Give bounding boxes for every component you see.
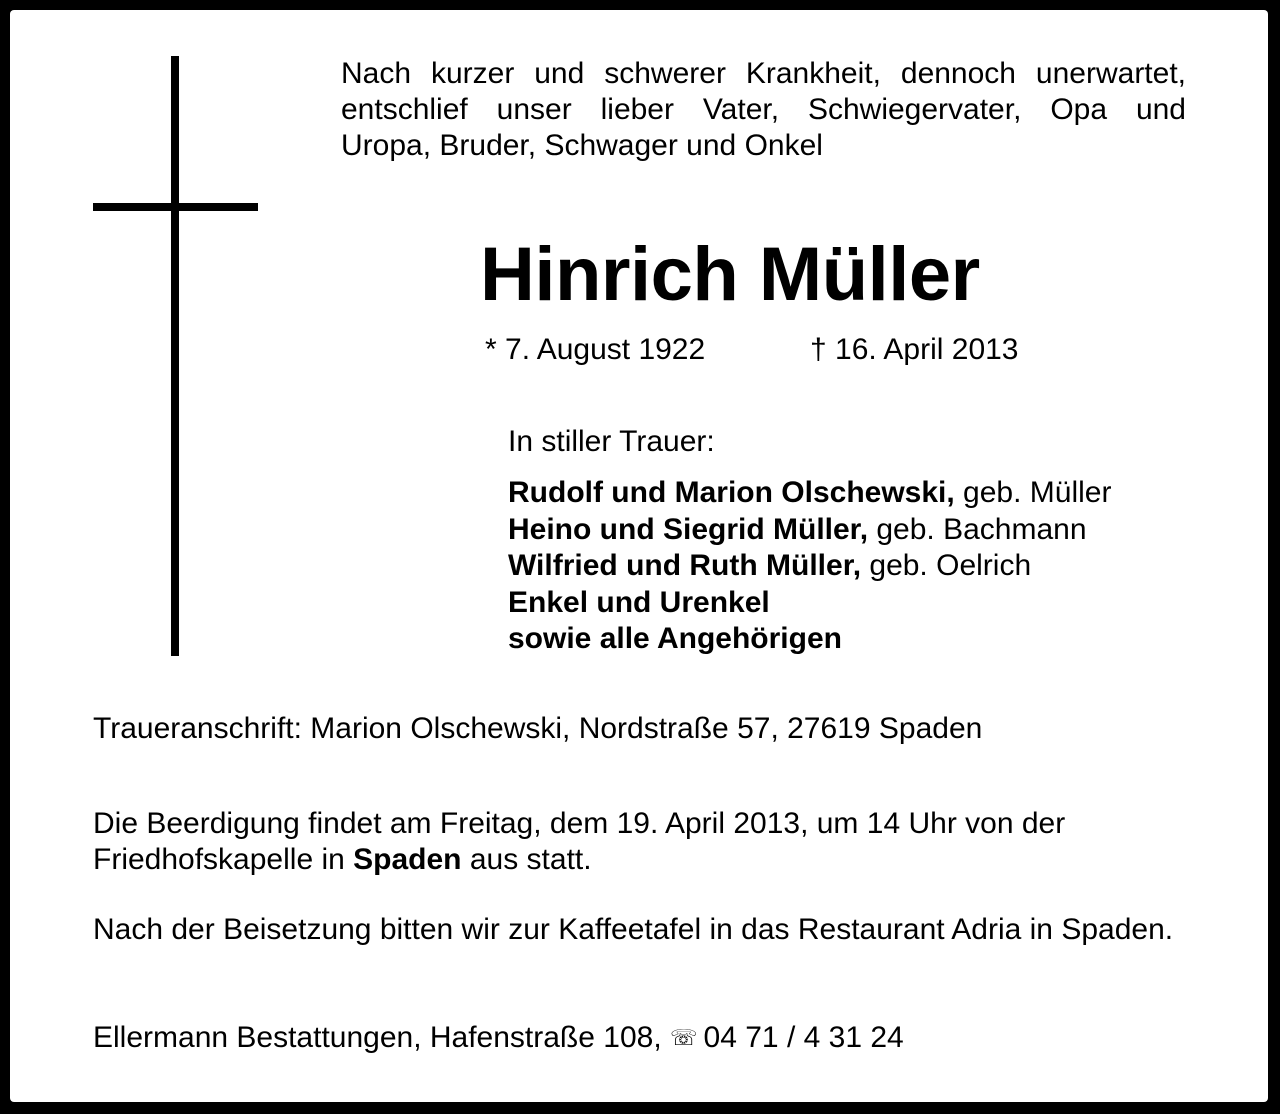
mourner-names: Rudolf und Marion Olschewski, [508, 476, 955, 509]
mourning-address: Traueranschrift: Marion Olschewski, Nordstraße 57, 27619 Spaden [93, 712, 983, 745]
mourner-item [508, 475, 1111, 512]
intro-line-3: Uropa, Bruder, Schwager und Onkel [341, 129, 823, 162]
telephone-icon: ☏ [670, 1025, 698, 1050]
deceased-name: Hinrich Müller [480, 232, 980, 317]
mourner-names: Wilfried und Ruth Müller, [508, 549, 862, 582]
mourning-intro: In stiller Trauer: [508, 425, 715, 458]
mourner-item [508, 548, 1111, 585]
burial-place: Spaden [353, 843, 462, 876]
mourner-item [508, 512, 1111, 549]
birth-date: * 7. August 1922 [485, 333, 706, 366]
mourner-note: geb. Müller [954, 476, 1112, 509]
intro-text [341, 56, 1186, 164]
mourner-names: Enkel und Urenkel [508, 585, 770, 619]
reception-info: Nach der Beisetzung bitten wir zur Kaffeetafel in das Restaurant Adria in Spaden. [93, 913, 1174, 946]
undertaker-text: Ellermann Bestattungen, Hafenstraße 108, [93, 1021, 662, 1054]
mourner-note: geb. Oelrich [861, 549, 1032, 582]
burial-text-after: aus statt. [461, 843, 592, 876]
death-date: † 16. April 2013 [810, 333, 1019, 366]
obituary-notice [10, 10, 1268, 1102]
mourner-item [508, 585, 1111, 622]
mourner-note: geb. Bachmann [868, 512, 1087, 546]
cross-icon-horizontal [93, 203, 258, 211]
mourner-item [508, 621, 1111, 658]
undertaker-info [93, 1020, 1193, 1056]
mourner-names: Heino und Siegrid Müller, [508, 512, 869, 546]
mourner-names: sowie alle Angehörigen [508, 622, 842, 655]
intro-line-2: entschlief unser lieber Vater, Schwiegervater, Opa und [341, 93, 1186, 126]
cross-icon-vertical [171, 56, 179, 656]
burial-info [93, 806, 1193, 878]
intro-line-1: Nach kurzer und schwerer Krankheit, dennoch unerwartet, [341, 57, 1186, 90]
mourners-list [508, 475, 1111, 658]
undertaker-phone: 04 71 / 4 31 24 [703, 1021, 904, 1054]
burial-text-before: Die Beerdigung findet am Freitag, dem 19. April 2013, um 14 Uhr von der Friedhofskapelle in [93, 807, 1066, 876]
